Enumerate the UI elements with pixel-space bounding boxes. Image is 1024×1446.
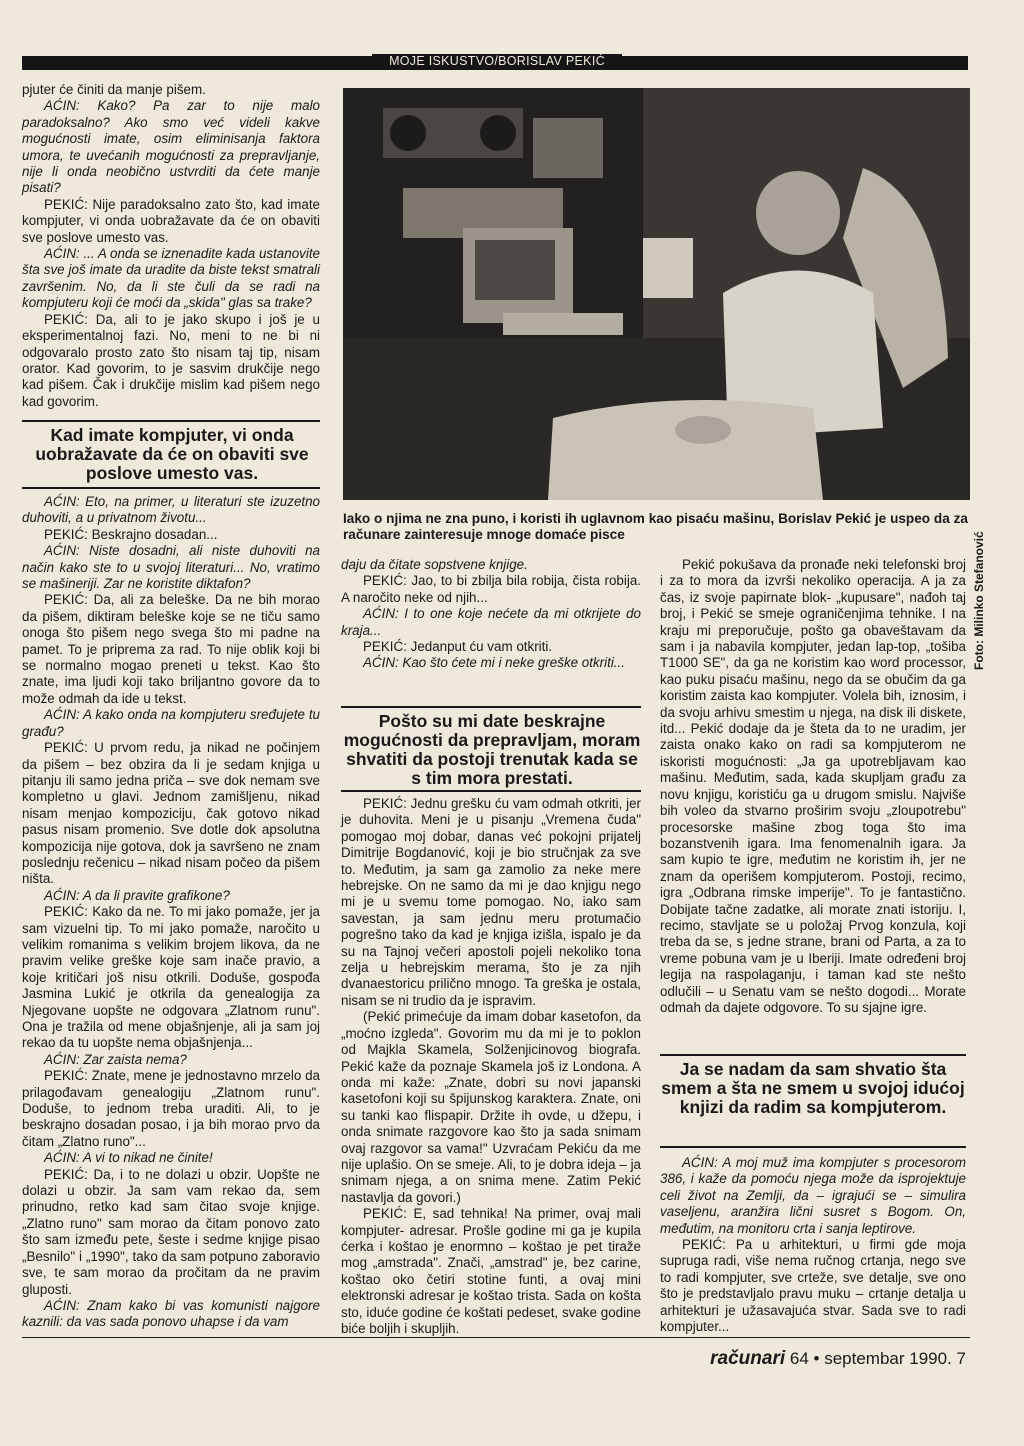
paragraph: PEKIĆ: Da, i to ne dolazi u obzir. Uopšte ne dolazi u obzir. Ja sam vam rekao da, sem prinudno, retko kad sam čitao svoje knjige. „Zlatno runo" sam morao da čitam ponovo zato što sam između pete, šeste i sedme knjige pisao „Besnilo" i „1990", tako da sam potpuno zaboravio sve, te sam morao da pročitam da ne pravim gluposti.: [22, 1166, 320, 1297]
paragraph: AĆIN: I to one koje nećete da mi otkrijete do kraja...: [341, 606, 641, 638]
author-photo-illustration: [343, 88, 970, 500]
page-number: 7: [956, 1349, 966, 1368]
paragraph: AĆIN: Eto, na primer, u literaturi ste izuzetno duhoviti, a u privatnom životu...: [22, 494, 320, 526]
paragraph: PEKIĆ: Da, ali za beleške. Da ne bih morao da pišem, diktiram beleške koje se ne tiču samo onoga što pišem nego svega što mi padne na pamet. To je priprema za rad. To nije oblik koji bi se normalno mogao preneti u tekst. Kao što znate, ima ljudi koji tako briljantno govore da to može odmah da ide u tekst.: [22, 592, 320, 706]
footer-rule: [22, 1337, 970, 1338]
photo-credit-text: Foto: Milinko Stefanović: [972, 531, 986, 670]
column-1-bottom: [22, 494, 320, 1331]
section-header: MOJE ISKUSTVO/BORISLAV PEKIĆ: [372, 54, 622, 68]
page-footer: [676, 1347, 966, 1371]
issue-number: 64: [789, 1349, 809, 1368]
issue-date: septembar 1990.: [824, 1349, 952, 1368]
pullquote-2-rule-bottom: [341, 790, 641, 792]
paragraph: PEKIĆ: Beskrajno dosadan...: [44, 526, 218, 542]
column-2-top: [341, 557, 641, 672]
photo-caption: Iako o njima ne zna puno, i koristi ih uglavnom kao pisaću mašinu, Borislav Pekić je uspeo da za računare zainteresuje mnoge domaće pisce: [343, 511, 968, 542]
magazine-name: računari: [710, 1348, 786, 1369]
paragraph: PEKIĆ: Jao, to bi zbilja bila robija, čista robija. A naročito neke od njih...: [341, 573, 641, 605]
paragraph: (Pekić primećuje da imam dobar kasetofon, da „moćno izgleda". Govorim mu da mi je to poklon od Majkla Skamela, Solženjicinovog biografa. Pekić kaže da poznaje Skamela još iz Londona. A onda mi kaže: „Znate, dobri su novi japanski kasetofoni koji su špijunskog karaktera. Znate, oni su tanki kao flispapir. Držite ih ovde, u džepu, i onda snimate razgovore kao što ja sada snimam ovaj razgovor sa vama!" Uzvraćam Pekiću da me nije uplašio. On se smeje. Ali, to je dobra ideja – ja snimam njega, a on snima mene. Zatim Pekić nastavlja da govori.): [341, 1009, 641, 1205]
pullquote-rule-top: [22, 420, 320, 422]
paragraph: daju da čitate sopstvene knjige.: [341, 557, 528, 572]
paragraph: AĆIN: Niste dosadni, ali niste duhoviti na način kako ste to u svojoj literaturi... No, vratimo se mašineriji. Zar ne koristite diktafon?: [22, 543, 320, 592]
author-photo: [343, 88, 970, 500]
paragraph: AĆIN: Kao što ćete mi i neke greške otkriti...: [363, 655, 625, 671]
column-3-bottom: [660, 1155, 966, 1335]
pullquote-3-rule-bottom: [660, 1146, 966, 1148]
paragraph: PEKIĆ: Pa u arhitekturi, u firmi gde moja supruga radi, više nema ručnog crtanja, nego sve to radi kompjuter, sve crteže, sve detalje, sve ono što je predstavljalo pravu muku – crtanje detalja u arhitekturi je užasavajuća stvar. Sada sve to radi kompjuter...: [660, 1237, 966, 1335]
footer-bullet: •: [813, 1349, 820, 1368]
paragraph: Pekić pokušava da pronađe neki telefonski broj i za to mora da izvrši nekoliko operacija. A ja za čas, iz svoje papirnate blok- „kupusare", nađoh taj broj, i Pekić se smeje ograničenjima tehnike. I na kraju mi preporučuje, pošto ga obaveštavam da sam i ja nabavila kompjuter, jedan lap-top, „tošiba T1000 SE", da ga ne koristim kao word processor, kao puku pisaću mašinu, nego da se obučim da ga koristim zaista kao kompjuter. Volela bih, iznosim, i da svoju arhivu smestim u njega, na disk ili diskete, itd... Pekić dodaje da je šteta da to ne uradim, jer zaista onako kako on radi sa kompjuterom ne iskoristi mogućnosti: „Ja ga upotrebljavam kao mašinu. Međutim, sada, kada skupljam građu za novu knjigu, koristiću ga u drugom smislu. Najviše bih voleo da stvarno proširim svoju „zloupotrebu" procesorske mašine zbog toga što ima bozanstvenih igara. Ima fenomenalnih igara. Ja sam kupio te igre, međutim ne koristim ih, jer ne znam da operišem kompjuterom. Postoji, recimo, igra „Odbrana rimske imperije". To je fantastično. Dobijate tačne zadatke, ali morate znati istoriju. I, recimo, stavljate se u položaj Prvog konzula, koji treba da se, s jedne strane, brani od Parta, a za to vreme pobuna vam je u Iberiji. Imate određeni broj legija na raspolaganju, i taman kad ste nešto odlučili – u Senatu vam se nešto dogodi... Morate odmah da dajete odgovore. To su sjajne igre.: [660, 557, 966, 1015]
paragraph: PEKIĆ: Jedanput ću vam otkriti.: [363, 639, 553, 655]
paragraph: AĆIN: Kako? Pa zar to nije malo paradoksalno? Ako smo već videli kakve mogućnosti imate, osim eliminisanja faktora umora, te uvećanih mogućnosti za prepravljanje, nije li onda neobično ustvrditi da ćete manje pisati?: [22, 98, 320, 196]
paragraph: AĆIN: Zar zaista nema?: [44, 1051, 187, 1067]
pullquote-rule-bottom: [22, 487, 320, 489]
paragraph: PEKIĆ: U prvom redu, ja nikad ne počinjem da pišem – bez obzira da li je sedam knjiga u pitanju ili samo jedna priča – sve dok nemam sve kompletno u glavi. Jednom zamišljenu, nikad nisam menjao kompoziciju, čak gotovo nikad pasus nisam promenio. Sve dotle dok apsolutna kompozicija nije gotova, dok ja savršeno ne znam poslednju rečenicu – nikad nisam počeo da pišem ništa.: [22, 740, 320, 887]
paragraph: AĆIN: A moj muž ima kompjuter s procesorom 386, i kaže da pomoću njega može da isprojektuje celi život na Zemlji, da – igrajući se – simulira vaseljenu, aranžira lični susret s Bogom. On, međutim, na monitoru crta i sanja leptirove.: [660, 1155, 966, 1236]
pullquote-1: Kad imate kompjuter, vi onda uobražavate da će on obaviti sve poslove umesto vas.: [35, 425, 309, 483]
paragraph: AĆIN: A kako onda na kompjuteru sređujete tu građu?: [22, 707, 320, 739]
paragraph: PEKIĆ: Nije paradoksalno zato što, kad imate kompjuter, vi onda uobražavate da će on obaviti sve poslove umesto vas.: [22, 196, 320, 245]
paragraph: PEKIĆ: Kako da ne. To mi jako pomaže, jer ja sam vizuelni tip. To mi jako pomaže, naročito u velikim romanima s velikim brojem likova, da ne pravim velike greške koje sam inače pravio, a koje kritičari još nisu otkrili. Doduše, gospođa Jasmina Lukić je otkrila da genealogija za Njegovane uopšte ne odgovara „Zlatnom runu". Ona je tražila od mene objašnjenje, ali ja sam joj rekao da tu uopšte nema objašnjenja...: [22, 904, 320, 1051]
column-1-top: [22, 82, 320, 410]
photo-credit: [970, 512, 984, 672]
column-2-bottom: [341, 796, 641, 1337]
paragraph: pjuter će činiti da manje pišem.: [22, 82, 206, 97]
paragraph: PEKIĆ: Znate, mene je jednostavno mrzelo da prilagođavam genealogiju „Zlatnom runu". Doduše, to jednom treba uraditi. Ali, to je beskrajno dosadan posao, i ja bih morao prvo da čitam „Zlatno runo"...: [22, 1068, 320, 1149]
pullquote-3-rule-top: [660, 1054, 966, 1056]
paragraph: AĆIN: ... A onda se iznenadite kada ustanovite šta sve još imate da uradite da biste tekst smatrali završenim. No, da li ste čuli da se radi na kompjuteru koji će moći da „skida" glas sa trake?: [22, 246, 320, 311]
pullquote-3: Ja se nadam da sam shvatio šta smem a šta ne smem u svojoj idućoj knjizi da radim sa kompjuterom.: [661, 1059, 965, 1117]
column-3-top: [660, 557, 966, 1016]
paragraph: AĆIN: Znam kako bi vas komunisti najgore kaznili: da vas sada ponovo uhapse i da vam: [22, 1297, 320, 1330]
paragraph: AĆIN: A vi to nikad ne činite!: [44, 1150, 213, 1166]
pullquote-2-rule-top: [341, 706, 641, 708]
paragraph: PEKIĆ: E, sad tehnika! Na primer, ovaj mali kompjuter- adresar. Prošle godine mi ga je kupila ćerka i koštao je enormno – koštao je pet tiraže mog „amstrada". Znači, „amstrad" je, bez carine, koštao oko četiri stotine funti, a ovaj mini elektronski adresar je koštao trista. Sada on košta sto, iduće godine će koštati pedeset, svake godine biće boljih i skupljih.: [341, 1206, 641, 1336]
pullquote-2: Pošto su mi date beskrajne mogućnosti da prepravljam, moram shvatiti da postoji trenutak kada se s tim mora prestati.: [343, 711, 641, 788]
paragraph: PEKIĆ: Jednu grešku ću vam odmah otkriti, jer je duhovita. Meni je u pisanju „Vremena čuda" pomogao moj dobar, danas već pokojni prijatelj Dimitrije Bogdanović, koji je bio stručnjak za sve to. Međutim, ja sam ga zamolio za neke mere hebrejske. On ne samo da mi je dao knjigu nego mi je u svemu tome pomogao. No, iako sam savestan, ja sam jednu meru protumačio pogrešno tako da kad je knjiga izišla, ispalo je da su na Tajnoj večeri apostoli pojeli nekoliko tona zelja u hebrejskim merama, što je za njih dvanaestoricu prilično mnogo. Ta greška je ostala, nisam se ni trudio da je ispravim.: [341, 796, 641, 1008]
paragraph: PEKIĆ: Da, ali to je jako skupo i još je u eksperimentalnoj fazi. No, meni to ne bi ni odgovaralo prosto zato što nisam taj tip, nisam orator. Kad govorim, to je sasvim drukčije nego kad pišem. Čak i drukčije mislim kad pišem nego kad govorim.: [22, 311, 320, 409]
paragraph: AĆIN: A da li pravite grafikone?: [44, 887, 230, 903]
